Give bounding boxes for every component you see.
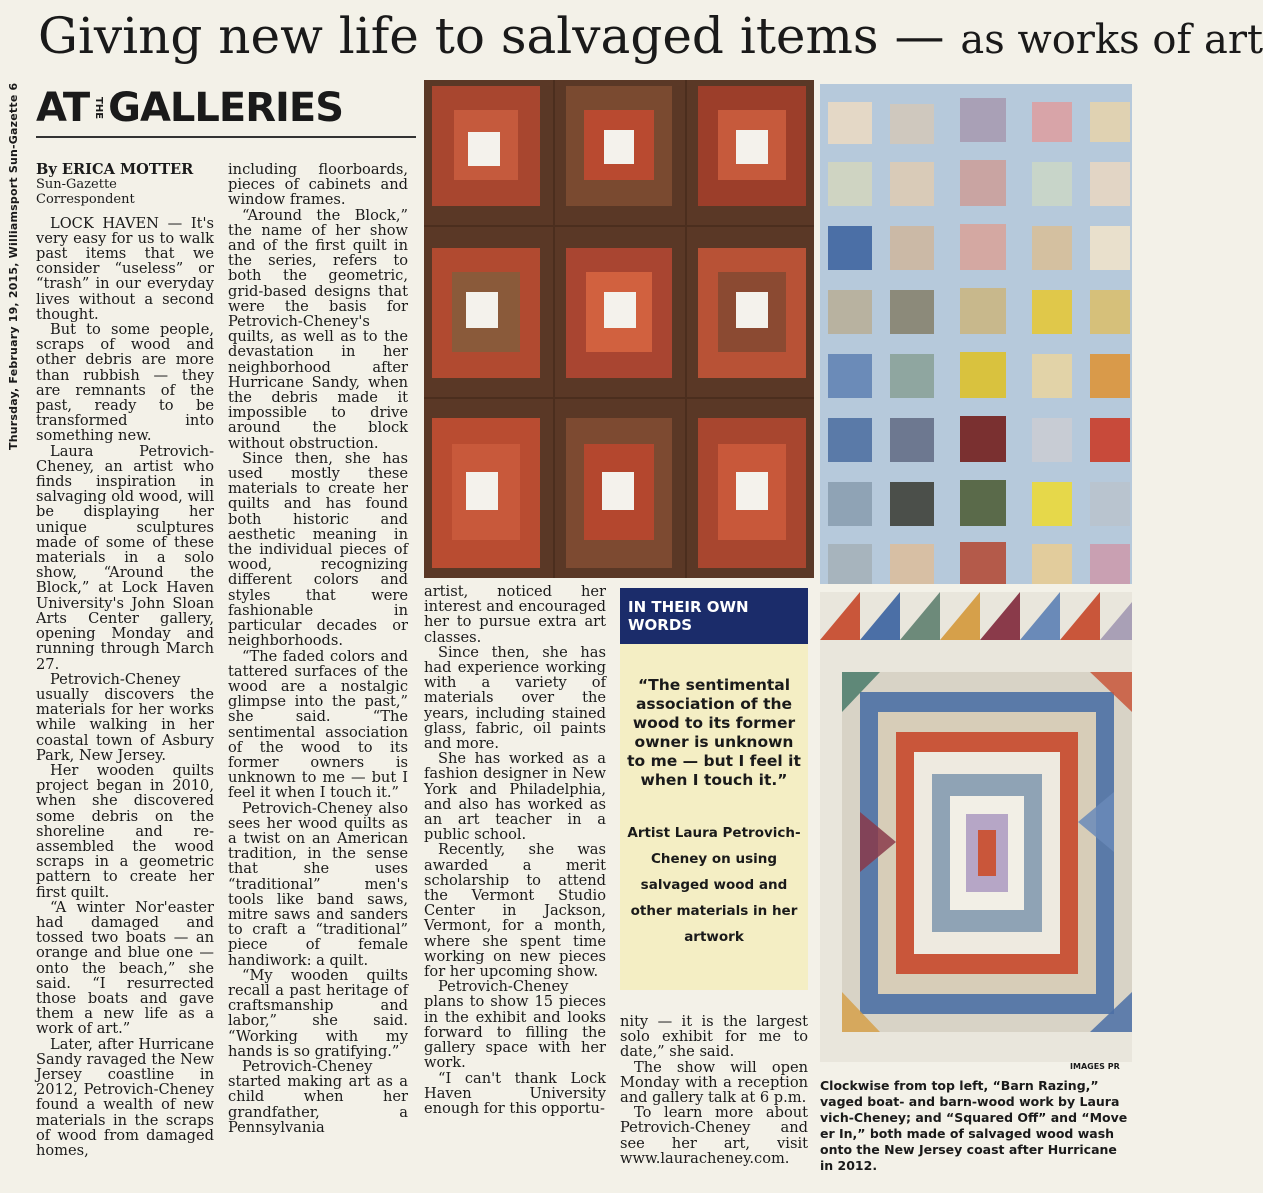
paragraph: Since then, she has had experience working with a variety of materials over the years, including stained glass, fabric, oil paints and more. xyxy=(424,643,606,753)
paragraph: Laura Petrovich-Cheney, an artist who finds inspiration in salvaging old wood, will be displaying her unique sculptures made of some of these materials in a solo show, “Around the Block,” at Lock Haven University's John Sloan Arts Center gallery, opening Monday and running through March 27. xyxy=(36,442,214,673)
photo-grid-quilt xyxy=(820,84,1132,584)
paragraph: The show will open Monday with a reception and gallery talk at 6 p.m. xyxy=(620,1058,808,1107)
paragraph: Since then, she has used mostly these materials to create her quilts and has found both historic and aesthetic meaning in the individual pieces of wood, recognizing different colors and styles that were fashionable in particular decades or neighborhoods. xyxy=(228,449,408,650)
headline-main: Giving new life to salvaged items — xyxy=(38,7,945,65)
byline: By ERICA MOTTER xyxy=(36,161,194,178)
photo-caption: Clockwise from top left, “Barn Razing,” vaged boat- and barn-wood work by Laura vich-Cheney; and “Squared Off” and “Move er In,” both made of salvaged wood wash onto the New Jersey coast after Hurricane in 2012. xyxy=(820,1078,1128,1173)
paragraph: including floorboards, pieces of cabinets and window frames. xyxy=(228,161,408,209)
dateline: Thursday, February 19, 2015, Williamsport Sun-Gazette 6 xyxy=(7,82,20,450)
photo-barn-razing xyxy=(424,80,814,578)
byline-credit: Sun-Gazette Correspondent xyxy=(36,177,135,208)
paragraph: LOCK HAVEN — It's very easy for us to walk past items that we consider “useless” or “trash” in our everyday lives without a second thought. xyxy=(36,214,214,323)
paragraph: “My wooden quilts recall a past heritage of craftsmanship and labor,” she said. “Working with my hands is so gratifying.” xyxy=(228,966,408,1060)
paragraph: Petrovich-Cheney also sees her wood quilts as a twist on an American tradition, in the sense that she uses “traditional” men's tools like band saws, mitre saws and sanders to craft a “traditional” piece of female handiwork: a quilt. xyxy=(228,799,408,969)
divider xyxy=(36,136,416,138)
paragraph: nity — it is the largest solo exhibit for me to date,” she said. xyxy=(620,1013,808,1061)
paragraph: Petrovich-Cheney plans to show 15 pieces in the exhibit and looks forward to filling the gallery space with her work. xyxy=(424,978,606,1072)
photo-credit: IMAGES PR xyxy=(1070,1062,1120,1071)
paragraph: “Around the Block,” the name of her show and of the first quilt in the series, refers to both the geometric, grid-based designs that were the basis for Petrovich-Cheney's quilts, as well as to the devastation in her neighborhood after Hurricane Sandy, when the debris made it impossible to drive around the block without obstruction. xyxy=(228,206,408,452)
paragraph: Recently, she was awarded a merit scholarship to attend the Vermont Studio Center in Jackson, Vermont, for a month, where she spent time working on new pieces for her upcoming show. xyxy=(424,841,606,981)
section-the: THE xyxy=(93,96,105,120)
sidebar-title: IN THEIR OWN WORDS xyxy=(620,588,808,644)
paragraph: She has worked as a fashion designer in New York and Philadelphia, and also has worked as an art teacher in a public school. xyxy=(424,750,606,844)
article-column-1 xyxy=(36,162,214,1158)
headline xyxy=(38,6,1263,70)
article-column-2 xyxy=(228,162,408,1135)
section-galleries: GALLERIES xyxy=(108,85,344,131)
paragraph: But to some people, scraps of wood and other debris are more than rubbish — they are remnants of the past, ready to be transformed into something new. xyxy=(36,321,214,445)
photo-squared-off xyxy=(820,592,1132,1062)
masthead-side-text xyxy=(2,30,28,450)
paragraph: “A winter Nor'easter had damaged and tossed two boats — an orange and blue one — onto the beach,” she said. “I resurrected those boats and gave them a new life as a work of art.” xyxy=(36,898,214,1038)
wood-quilt-image xyxy=(424,80,814,578)
section-at: AT xyxy=(36,85,90,131)
paragraph: “The faded colors and tattered surfaces of the wood are a nostalgic glimpse into the past,” she said. “The sentimental association of the wood to its former owners is unknown to me — but I feel it when I touch it.” xyxy=(228,647,408,802)
pull-quote-attribution: Artist Laura Petrovich-Cheney on using salvaged wood and other materials in her artwork xyxy=(627,825,801,945)
paragraph: “I can't thank Lock Haven University enough for this opportu- xyxy=(424,1069,606,1117)
paragraph: To learn more about Petrovich-Cheney and see her art, visit www.lauracheney.com. xyxy=(620,1104,808,1167)
article-column-3 xyxy=(424,584,606,1116)
paragraph: Her wooden quilts project began in 2010, when she discovered some debris on the shoreline and re-assembled the wood scraps in a geometric pattern to create her first quilt. xyxy=(36,761,214,901)
article-column-4 xyxy=(620,1014,808,1166)
squared-off-image xyxy=(820,592,1132,1062)
pull-quote: “The sentimental association of the wood to its former owner is unknown to me — but I feel it when I touch it.” xyxy=(627,676,801,789)
headline-tail: as works of art xyxy=(960,17,1263,63)
section-heading xyxy=(36,84,343,132)
paragraph: Petrovich-Cheney started making art as a child when her grandfather, a Pennsylvania xyxy=(228,1057,408,1136)
grid-quilt-image xyxy=(820,84,1132,584)
paragraph: Petrovich-Cheney usually discovers the materials for her works while walking in her coastal town of Asbury Park, New Jersey. xyxy=(36,670,214,764)
paragraph: Later, after Hurricane Sandy ravaged the New Jersey coastline in 2012, Petrovich-Cheney found a wealth of new materials in the scraps of wood from damaged homes, xyxy=(36,1035,214,1159)
paragraph: artist, noticed her interest and encouraged her to pursue extra art classes. xyxy=(424,583,606,646)
